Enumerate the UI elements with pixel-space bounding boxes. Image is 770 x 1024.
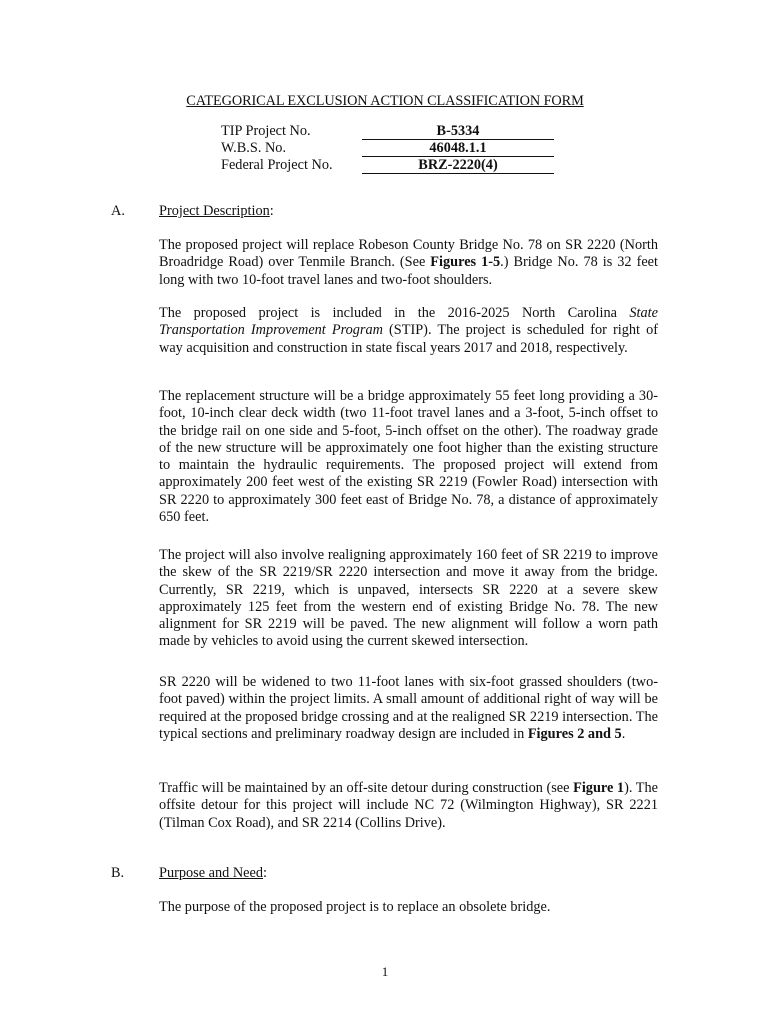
figure-reference: Figures 2 and 5 xyxy=(527,725,622,742)
paragraph-traffic-detour: Traffic will be maintained by an off-site detour during construction (see Figure 1). The offsite detour for this project will include NC 72 (Wilmington Highway), SR 2221 (Tilman Cox Road), and SR 2214 (Collins Drive). xyxy=(159,780,658,831)
section-a-heading xyxy=(159,203,274,220)
section-b-title: Purpose and Need xyxy=(159,865,264,881)
section-b-letter: B. xyxy=(111,865,125,881)
paragraph-purpose: The purpose of the proposed project is to replace an obsolete bridge. xyxy=(159,899,551,915)
form-title: CATEGORICAL EXCLUSION ACTION CLASSIFICATION FORM xyxy=(186,93,584,109)
page-number: 1 xyxy=(381,964,389,979)
section-a-title: Project Description xyxy=(159,203,270,219)
wbs-value: 46048.1.1 xyxy=(362,140,554,157)
figure-reference: Figures 1-5 xyxy=(430,254,501,271)
wbs-label: W.B.S. No. xyxy=(221,140,287,156)
federal-project-label: Federal Project No. xyxy=(221,157,333,173)
paragraph-realignment: The project will also involve realigning approximately 160 feet of SR 2219 to improve the skew of the SR 2219/SR 2220 intersection and move it away from the bridge. Currently, SR 2219, which is unpaved, intersects SR 2220 at a severe skew approximately 125 feet from the western end of existing Bridge No. 78. The new alignment for SR 2219 will be paved. The new alignment will follow a worn path made by vehicles to avoid using the current skewed intersection. xyxy=(159,547,658,650)
paragraph-widening: SR 2220 will be widened to two 11-foot lanes with six-foot grassed shoulders (two-foot paved) within the project limits. A small amount of additional right of way will be required at the proposed bridge crossing and at the realigned SR 2219 intersection. The typical sections and preliminary roadway design are included in Figures 2 and 5. xyxy=(159,674,658,742)
paragraph-replacement-structure: The replacement structure will be a bridge approximately 55 feet long providing a 30-foot, 10-inch clear deck width (two 11-foot travel lanes and a 3-foot, 5-inch offset to the bridge rail on one side and 5-foot, 5-inch offset on the other). The roadway grade of the new structure will be approximately one foot higher than the existing structure to maintain the hydraulic requirements. The proposed project will extend from approximately 200 feet west of the existing SR 2219 (Fowler Road) intersection with SR 2220 to approximately 300 feet east of Bridge No. 78, a distance of approximately 650 feet. xyxy=(159,388,658,526)
figure-reference: Figure 1 xyxy=(573,780,625,796)
tip-project-label: TIP Project No. xyxy=(221,123,311,139)
section-b-heading xyxy=(159,865,267,882)
tip-project-value: B-5334 xyxy=(362,123,554,140)
paragraph-project-overview: The proposed project will replace Robeson County Bridge No. 78 on SR 2220 (North Broadridge Road) over Tenmile Branch. (See Figures 1-5.) Bridge No. 78 is 32 feet long with two 10-foot travel lanes and two-foot shoulders. xyxy=(159,237,658,288)
paragraph-stip: The proposed project is included in the 2016-2025 North Carolina State Transportation Improvement Program (STIP). The project is scheduled for right of way acquisition and construction in state fiscal years 2017 and 2018, respectively. xyxy=(159,305,658,356)
stip-title: State Transportation Improvement Program xyxy=(159,305,658,339)
section-b-colon: : xyxy=(263,865,268,881)
section-a-letter: A. xyxy=(111,203,125,219)
federal-project-value: BRZ-2220(4) xyxy=(362,157,554,174)
section-a-colon: : xyxy=(269,203,274,219)
